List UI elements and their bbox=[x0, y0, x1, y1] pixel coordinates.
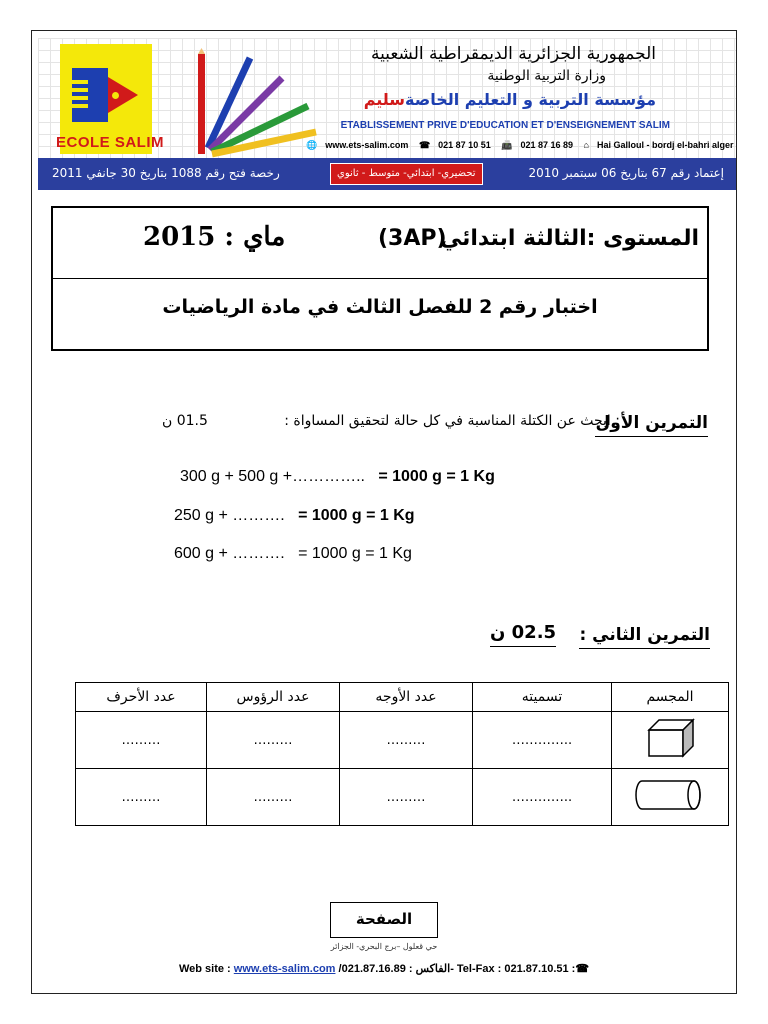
table-header-row bbox=[76, 683, 729, 712]
website-link[interactable]: www.ets-salim.com bbox=[233, 963, 336, 975]
header-contacts bbox=[306, 140, 742, 151]
exercise2-points: 02.5 ن bbox=[490, 622, 556, 647]
fax-icon: 📠 bbox=[501, 140, 513, 150]
table-row bbox=[76, 712, 729, 769]
logo-name: ECOLE SALIM bbox=[56, 134, 165, 151]
exercise2-title: التمرين الثاني : bbox=[579, 625, 710, 649]
website-text: www.ets-salim.com bbox=[325, 140, 409, 150]
header-name: تسميته bbox=[473, 683, 612, 712]
class-code: (3AP) bbox=[378, 226, 447, 251]
level-label: المستوى :الثالثة ابتدائي bbox=[439, 226, 699, 251]
shape-cell bbox=[612, 769, 729, 826]
exam-title: اختبار رقم 2 للفصل الثالث في مادة الرياضيات bbox=[162, 296, 598, 318]
title-divider bbox=[53, 278, 707, 279]
exercise1-instruction: : ابحث عن الكتلة المناسبة في كل حالة لتحقيق المساواة : bbox=[284, 413, 620, 429]
header-institution: مؤسسة التربية و التعليم الخاصةسليم bbox=[363, 90, 656, 109]
shape-cell bbox=[612, 712, 729, 769]
license-text: رخصة فتح رقم 1088 بتاريخ 30 جانفي 2011 bbox=[52, 166, 280, 180]
header-vertices: عدد الرؤوس bbox=[207, 683, 340, 712]
vertices-blank[interactable]: ……… bbox=[207, 712, 340, 769]
exercise1-points: 01.5 ن bbox=[162, 413, 208, 429]
solids-table bbox=[75, 682, 729, 826]
footer-address: حي قعلول –برج البحري- الجزائر bbox=[330, 942, 438, 951]
table-row bbox=[76, 769, 729, 826]
equation-1: 300 g + 500 g +………….. = 1000 g = 1 Kg bbox=[180, 468, 495, 485]
header-ministry: وزارة التربية الوطنية bbox=[487, 68, 606, 84]
edges-blank[interactable]: ……… bbox=[76, 769, 207, 826]
cube-icon bbox=[643, 716, 697, 760]
phone-icon: ☎ bbox=[418, 140, 431, 150]
name-blank[interactable]: ………….. bbox=[473, 712, 612, 769]
equation-2: 250 g + ………. = 1000 g = 1 Kg bbox=[174, 507, 415, 524]
faces-blank[interactable]: ……… bbox=[340, 712, 473, 769]
header-republic: الجمهورية الجزائرية الديمقراطية الشعبية bbox=[370, 44, 656, 64]
levels-badge: تحضيري- ابتدائي- متوسط - ثانوي bbox=[330, 163, 483, 185]
name-blank[interactable]: ………….. bbox=[473, 769, 612, 826]
header-french: ETABLISSEMENT PRIVE D'EDUCATION ET D'ENSEIGNEMENT SALIM bbox=[340, 120, 670, 131]
cylinder-icon bbox=[634, 775, 706, 815]
phone-text: 021 87 10 51 bbox=[438, 140, 491, 150]
approval-text: إعتماد رقم 67 بتاريخ 06 سبتمبر 2010 bbox=[528, 166, 724, 180]
header-faces: عدد الأوجه bbox=[340, 683, 473, 712]
home-icon: ⌂ bbox=[583, 140, 589, 150]
vertices-blank[interactable]: ……… bbox=[207, 769, 340, 826]
exam-title-box bbox=[51, 206, 709, 351]
exam-date: ماي : 2015 bbox=[143, 222, 286, 252]
equation-3: 600 g + ………. = 1000 g = 1 Kg bbox=[174, 545, 412, 562]
fax-text: 021 87 16 89 bbox=[520, 140, 574, 150]
globe-icon: 🌐 bbox=[306, 140, 318, 150]
faces-blank[interactable]: ……… bbox=[340, 769, 473, 826]
edges-blank[interactable]: ……… bbox=[76, 712, 207, 769]
address-text: Hai Galloul - bordj el-bahri alger bbox=[596, 140, 734, 150]
page-label: الصفحة bbox=[330, 902, 438, 938]
accreditation-bar bbox=[38, 158, 736, 190]
header-solid: المجسم bbox=[612, 683, 729, 712]
header-edges: عدد الأحرف bbox=[76, 683, 207, 712]
exercise1-title: التمرين الأول bbox=[595, 413, 708, 437]
footer-contacts: Web site : www.ets-salim.com /021.87.16.89 : الفاكس- Tel-Fax : 021.87.10.51 :☎ bbox=[178, 963, 590, 975]
